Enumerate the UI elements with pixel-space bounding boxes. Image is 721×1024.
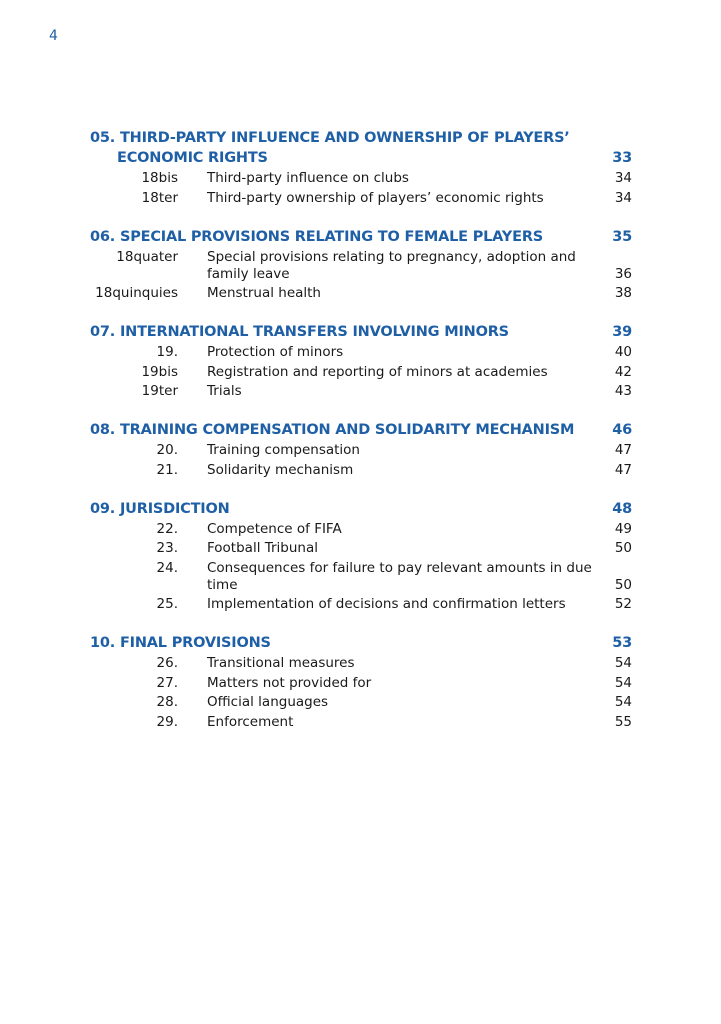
toc-entry[interactable] (90, 521, 632, 538)
entry-page: 54 (614, 674, 632, 691)
section-number: 05. (90, 130, 116, 146)
section-heading[interactable] (90, 499, 632, 519)
toc-entry[interactable] (90, 462, 632, 479)
section-title-line1: THIRD-PARTY INFLUENCE AND OWNERSHIP OF PLAYERS’ (119, 130, 570, 146)
toc-entry[interactable] (90, 714, 632, 731)
entry-page: 54 (614, 694, 632, 710)
section-heading[interactable] (90, 633, 632, 653)
toc-entry[interactable] (90, 442, 632, 459)
article-number: 20. (156, 442, 178, 458)
article-number: 18quinquies (95, 285, 178, 301)
toc-section-06 (90, 227, 632, 303)
entry-title: Menstrual health (207, 285, 321, 301)
section-title-line1: JURISDICTION (119, 500, 230, 517)
entry-page: 52 (614, 596, 632, 612)
entry-page: 40 (614, 344, 632, 360)
section-number: 08. (90, 422, 116, 438)
section-page: 35 (612, 228, 632, 245)
toc-section-08 (90, 420, 632, 479)
entry-page: 34 (614, 189, 632, 206)
toc-entry[interactable] (90, 540, 632, 557)
entry-page: 38 (614, 285, 632, 301)
entry-title: Consequences for failure to pay relevant amounts in due time (207, 559, 592, 593)
section-title-line1: TRAINING COMPENSATION AND SOLIDARITY MECHANISM (119, 422, 575, 438)
article-number: 24. (156, 559, 178, 576)
entry-title: Football Tribunal (207, 540, 318, 556)
entry-page: 47 (614, 461, 632, 478)
article-number: 27. (156, 674, 178, 691)
article-number: 18quater (116, 248, 178, 265)
article-number: 29. (156, 713, 178, 730)
entry-page: 54 (614, 655, 632, 671)
entry-title: Trials (207, 383, 242, 399)
section-title-line1: SPECIAL PROVISIONS RELATING TO FEMALE PLAYERS (119, 228, 544, 245)
section-page: 48 (612, 500, 632, 517)
section-title-line1: INTERNATIONAL TRANSFERS INVOLVING MINORS (119, 324, 509, 340)
toc-entry[interactable] (90, 249, 632, 283)
entry-page: 50 (614, 540, 632, 556)
section-page: 46 (612, 422, 632, 438)
entry-page: 34 (614, 170, 632, 186)
article-number: 19. (156, 344, 178, 360)
toc-section-10 (90, 633, 632, 731)
toc-entry[interactable] (90, 344, 632, 361)
section-number: 09. (90, 500, 116, 517)
article-number: 19ter (141, 383, 178, 399)
section-title-line2: ECONOMIC RIGHTS (117, 150, 268, 166)
section-number: 10. (90, 635, 116, 651)
entry-page: 50 (614, 576, 632, 593)
entry-page: 49 (614, 520, 632, 537)
section-number: 06. (90, 228, 116, 245)
toc-entry[interactable] (90, 655, 632, 672)
article-number: 21. (156, 461, 178, 478)
section-heading[interactable] (90, 227, 632, 247)
toc-section-07 (90, 322, 632, 400)
entry-page: 36 (614, 265, 632, 282)
article-number: 18ter (141, 189, 178, 206)
entry-title: Enforcement (207, 713, 294, 730)
section-page: 33 (612, 150, 632, 166)
section-heading[interactable] (90, 322, 632, 342)
entry-page: 43 (614, 383, 632, 399)
entry-page: 42 (614, 363, 632, 380)
entry-title: Solidarity mechanism (207, 461, 354, 478)
section-page: 39 (612, 324, 632, 340)
section-page: 53 (612, 635, 632, 651)
entry-title: Official languages (207, 694, 329, 710)
entry-page: 55 (614, 713, 632, 730)
entry-title: Transitional measures (207, 655, 355, 671)
entry-title: Third-party influence on clubs (207, 170, 409, 186)
section-title-line1: FINAL PROVISIONS (119, 635, 271, 651)
article-number: 18bis (141, 170, 178, 186)
entry-page: 47 (614, 442, 632, 458)
toc-entry[interactable] (90, 364, 632, 381)
article-number: 23. (156, 540, 178, 556)
entry-title: Competence of FIFA (207, 520, 342, 537)
article-number: 28. (156, 694, 178, 710)
entry-title: Matters not provided for (207, 674, 372, 691)
entry-title: Registration and reporting of minors at academies (207, 363, 548, 380)
toc-entry[interactable] (90, 383, 632, 400)
entry-title: Implementation of decisions and confirmation letters (207, 596, 566, 612)
toc-entry[interactable] (90, 675, 632, 692)
toc-section-09 (90, 499, 632, 614)
toc-section-05 (90, 128, 632, 207)
entry-title: Protection of minors (207, 344, 344, 360)
entry-title: Special provisions relating to pregnancy, adoption and family leave (207, 248, 576, 282)
toc-entry[interactable] (90, 190, 632, 207)
toc-entry[interactable] (90, 285, 632, 302)
entry-title: Training compensation (207, 442, 360, 458)
article-number: 22. (156, 520, 178, 537)
article-number: 25. (156, 596, 178, 612)
entry-title: Third-party ownership of players’ economic rights (207, 189, 544, 206)
section-heading[interactable] (90, 420, 632, 440)
section-heading[interactable] (90, 128, 632, 168)
article-number: 26. (156, 655, 178, 671)
toc-entry[interactable] (90, 170, 632, 187)
table-of-contents (90, 128, 632, 751)
toc-entry[interactable] (90, 694, 632, 711)
article-number: 19bis (141, 363, 178, 380)
toc-entry[interactable] (90, 596, 632, 613)
section-number: 07. (90, 324, 116, 340)
toc-entry[interactable] (90, 560, 632, 594)
page-number: 4 (49, 28, 58, 44)
